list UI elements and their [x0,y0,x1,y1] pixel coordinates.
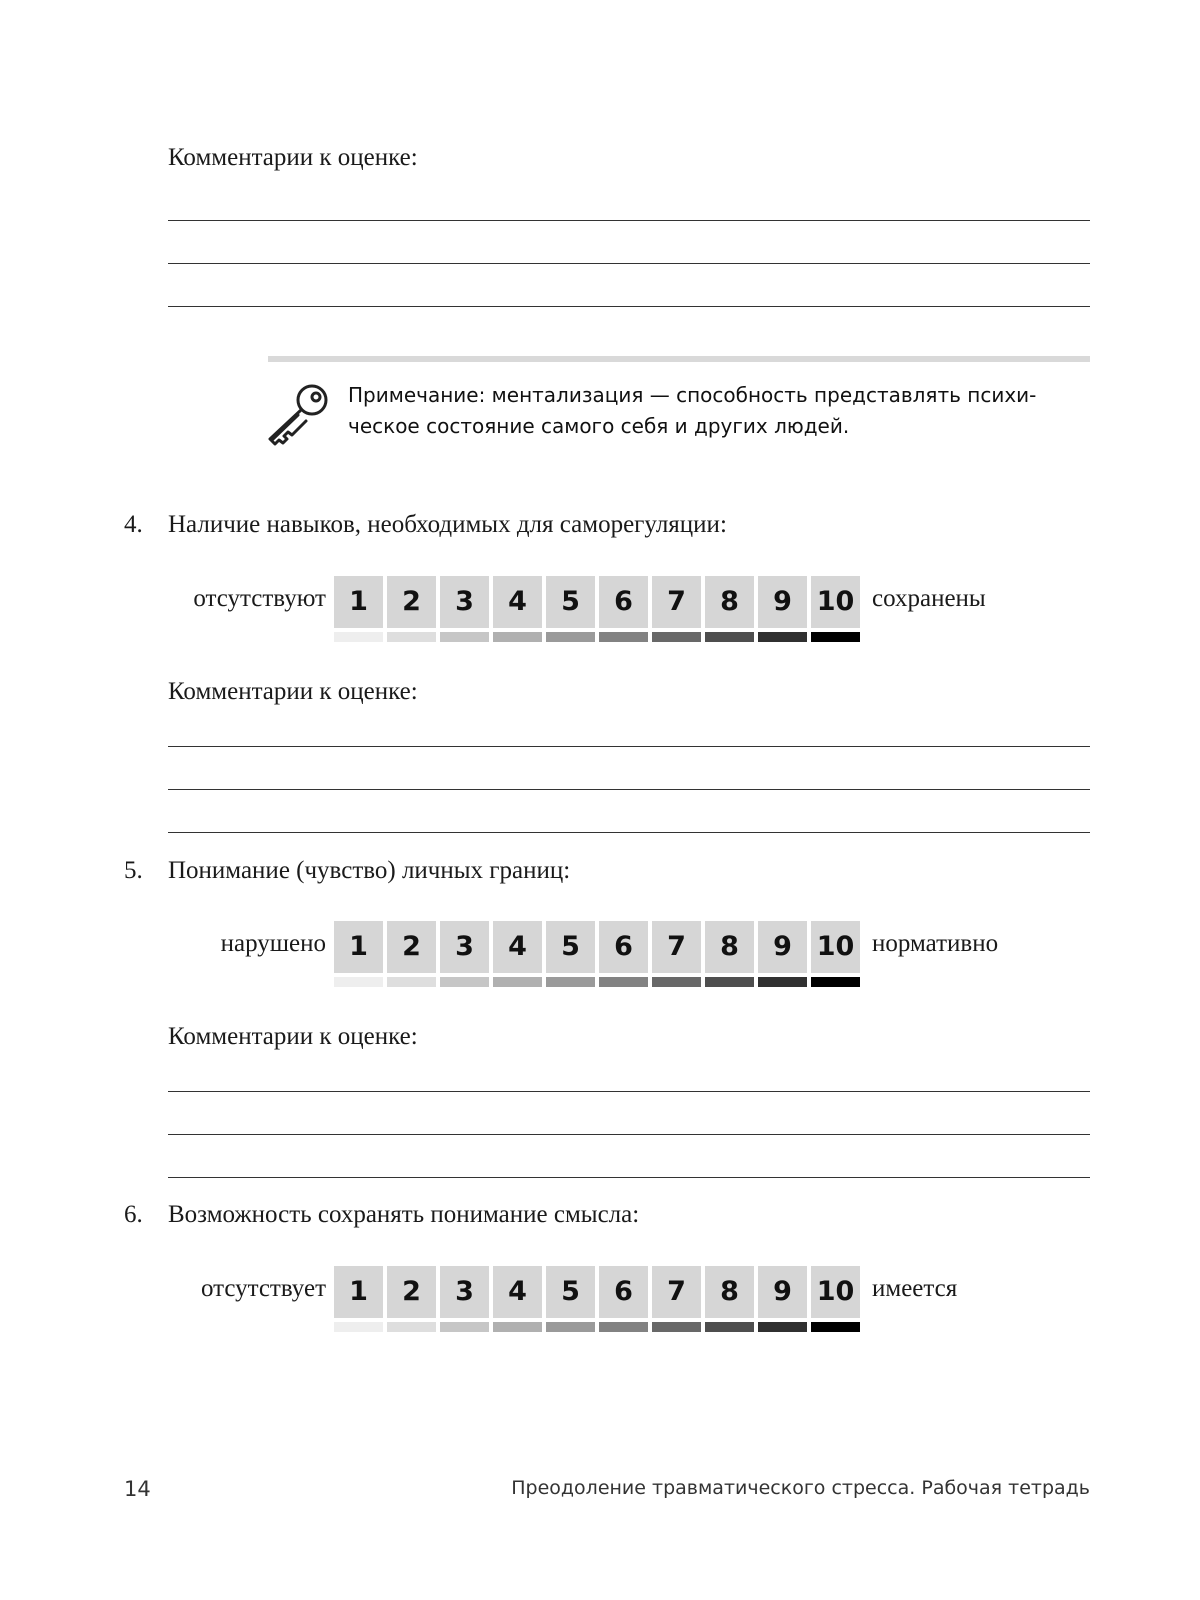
rating-option-q4-1[interactable] [334,576,383,644]
rating-option-q5-4[interactable] [493,921,542,989]
rating-option-q6-8[interactable] [705,1266,754,1334]
rating-number: 10 [811,576,860,628]
note-text [348,380,1068,442]
rating-shade-bar [387,632,436,642]
rating-option-q4-5[interactable] [546,576,595,644]
rating-number: 6 [599,1266,648,1318]
rating-shade-bar [440,977,489,987]
question-4-number: 4. [124,511,143,538]
rating-option-q6-7[interactable] [652,1266,701,1334]
rating-option-q5-2[interactable] [387,921,436,989]
rating-shade-bar [493,977,542,987]
rating-option-q4-10[interactable] [811,576,860,644]
rating-option-q4-7[interactable] [652,576,701,644]
comment-line[interactable] [168,832,1090,833]
rating-option-q4-3[interactable] [440,576,489,644]
rating-option-q5-3[interactable] [440,921,489,989]
rating-shade-bar [493,632,542,642]
rating-option-q4-9[interactable] [758,576,807,644]
question-6-left-label: отсутствует [200,1275,326,1302]
rating-option-q4-8[interactable] [705,576,754,644]
rating-number: 10 [811,1266,860,1318]
rating-number: 8 [705,576,754,628]
question-5-right-label: нормативно [872,930,999,957]
rating-shade-bar [811,977,860,987]
page-number: 14 [124,1477,151,1501]
rating-number: 1 [334,921,383,973]
question-4-right-label: сохранены [872,585,986,612]
question-4-left-label: отсутствуют [193,585,326,612]
rating-option-q5-7[interactable] [652,921,701,989]
question-6-right-label: имеется [872,1275,958,1302]
rating-scale-q5 [334,921,862,989]
rating-number: 9 [758,1266,807,1318]
rating-option-q6-4[interactable] [493,1266,542,1334]
rating-option-q4-4[interactable] [493,576,542,644]
book-title: Преодоление травматического стресса. Рабочая тетрадь [511,1477,1090,1499]
rating-number: 9 [758,576,807,628]
rating-number: 2 [387,576,436,628]
rating-number: 10 [811,921,860,973]
rating-shade-bar [811,1322,860,1332]
rating-number: 5 [546,1266,595,1318]
rating-shade-bar [758,632,807,642]
rating-number: 7 [652,921,701,973]
rating-shade-bar [599,1322,648,1332]
rating-option-q4-2[interactable] [387,576,436,644]
rating-shade-bar [493,1322,542,1332]
comments-label-q4: Комментарии к оценке: [168,678,418,705]
question-4-text: Наличие навыков, необходимых для саморегуляции: [168,511,727,538]
comment-line[interactable] [168,789,1090,790]
rating-number: 9 [758,921,807,973]
comment-line[interactable] [168,1134,1090,1135]
rating-shade-bar [546,632,595,642]
rating-option-q6-6[interactable] [599,1266,648,1334]
rating-option-q5-9[interactable] [758,921,807,989]
rating-shade-bar [334,977,383,987]
rating-number: 4 [493,1266,542,1318]
note-line-1: Примечание: ментализация — способность представлять психи- [348,383,1037,407]
rating-option-q6-10[interactable] [811,1266,860,1334]
rating-number: 3 [440,921,489,973]
rating-number: 8 [705,1266,754,1318]
rating-shade-bar [440,1322,489,1332]
rating-number: 6 [599,576,648,628]
comment-line[interactable] [168,1091,1090,1092]
rating-shade-bar [440,632,489,642]
comment-line[interactable] [168,220,1090,221]
rating-option-q5-6[interactable] [599,921,648,989]
question-5-text: Понимание (чувство) личных границ: [168,857,571,884]
rating-number: 1 [334,576,383,628]
rating-shade-bar [599,977,648,987]
comment-line[interactable] [168,263,1090,264]
rating-shade-bar [334,1322,383,1332]
rating-option-q6-3[interactable] [440,1266,489,1334]
rating-shade-bar [652,977,701,987]
rating-number: 7 [652,1266,701,1318]
rating-shade-bar [387,1322,436,1332]
note-divider [268,356,1090,362]
rating-number: 5 [546,921,595,973]
rating-shade-bar [387,977,436,987]
rating-option-q4-6[interactable] [599,576,648,644]
rating-shade-bar [705,977,754,987]
question-5-left-label: нарушено [220,930,326,957]
rating-option-q5-1[interactable] [334,921,383,989]
rating-number: 6 [599,921,648,973]
rating-number: 3 [440,576,489,628]
rating-option-q6-1[interactable] [334,1266,383,1334]
rating-number: 4 [493,576,542,628]
rating-shade-bar [758,1322,807,1332]
rating-option-q6-2[interactable] [387,1266,436,1334]
comments-label-top: Комментарии к оценке: [168,144,418,171]
rating-shade-bar [758,977,807,987]
rating-number: 2 [387,1266,436,1318]
rating-option-q6-5[interactable] [546,1266,595,1334]
question-5-number: 5. [124,857,143,884]
comment-line[interactable] [168,306,1090,307]
rating-number: 1 [334,1266,383,1318]
rating-number: 7 [652,576,701,628]
rating-number: 3 [440,1266,489,1318]
rating-number: 4 [493,921,542,973]
rating-option-q5-10[interactable] [811,921,860,989]
rating-number: 5 [546,576,595,628]
key-icon [264,382,332,448]
comment-line[interactable] [168,1177,1090,1178]
rating-option-q5-5[interactable] [546,921,595,989]
rating-number: 2 [387,921,436,973]
rating-shade-bar [546,1322,595,1332]
rating-option-q5-8[interactable] [705,921,754,989]
question-6-number: 6. [124,1201,143,1228]
rating-shade-bar [811,632,860,642]
comments-label-q5: Комментарии к оценке: [168,1023,418,1050]
rating-scale-q4 [334,576,862,644]
rating-shade-bar [705,1322,754,1332]
rating-shade-bar [599,632,648,642]
rating-number: 8 [705,921,754,973]
rating-shade-bar [652,1322,701,1332]
comment-line[interactable] [168,746,1090,747]
rating-shade-bar [705,632,754,642]
rating-scale-q6 [334,1266,862,1334]
rating-option-q6-9[interactable] [758,1266,807,1334]
rating-shade-bar [546,977,595,987]
rating-shade-bar [334,632,383,642]
note-line-2: ческое состояние самого себя и других людей. [348,414,850,438]
rating-shade-bar [652,632,701,642]
question-6-text: Возможность сохранять понимание смысла: [168,1201,640,1228]
